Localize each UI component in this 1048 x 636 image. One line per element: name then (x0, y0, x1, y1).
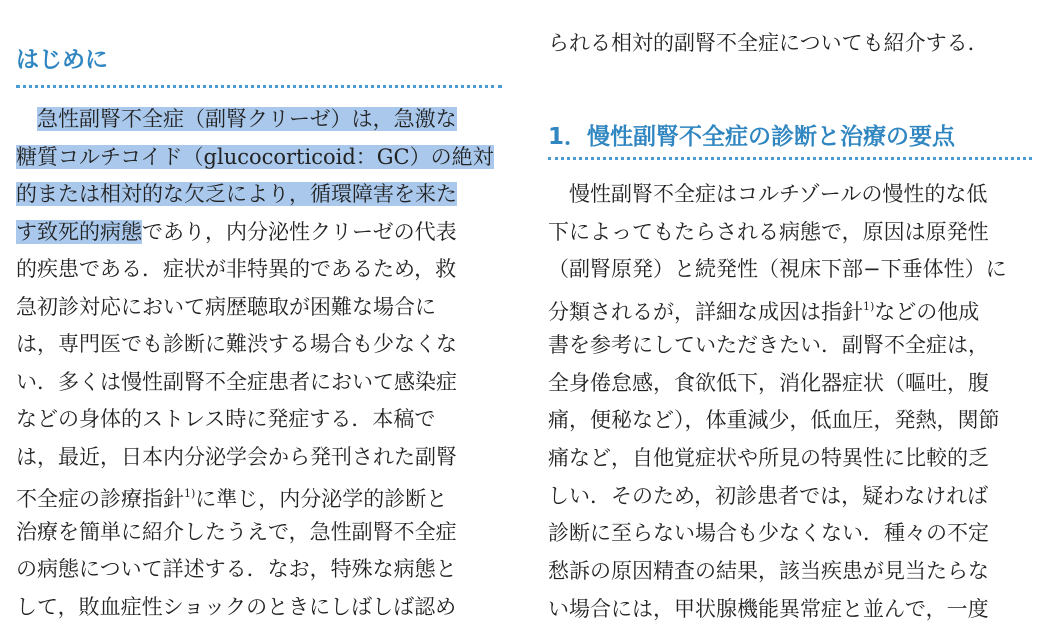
text-line[interactable] (16, 288, 436, 326)
text-run: などの身体的ストレス時に発症する．本稿で (16, 407, 436, 431)
heading-dotted-rule (16, 85, 502, 88)
text-run: 書を参考にしていただきたい．副腎不全症は， (548, 333, 989, 357)
text-line[interactable] (16, 100, 457, 138)
text-line[interactable] (548, 590, 989, 628)
text-run: 愁訴の原因精査の結果，該当疾患が見当たらな (548, 559, 989, 583)
citation-superscript: 1) (184, 487, 196, 500)
text-run: 不全症の診療指針 (16, 487, 184, 511)
text-run: 下によってもたらされる病態で，原因は原発性 (548, 220, 989, 244)
selected-text: 急性副腎不全症（副腎クリーゼ）は，急激な (37, 107, 457, 131)
text-run: に準じ，内分泌学的診断と (195, 487, 448, 511)
text-line[interactable] (548, 364, 989, 402)
text-line[interactable] (16, 175, 457, 213)
text-line[interactable] (16, 475, 447, 513)
text-line[interactable] (548, 250, 1007, 288)
text-line[interactable] (548, 175, 987, 213)
text-line[interactable] (16, 213, 457, 251)
heading-dotted-rule (548, 157, 1032, 160)
text-line[interactable] (16, 138, 494, 176)
text-line[interactable] (548, 439, 989, 477)
selected-text: 的または相対的な欠乏により，循環障害を来た (16, 182, 457, 206)
text-run: られる相対的副腎不全症についても紹介する． (548, 31, 989, 55)
text-run: 急初診対応において病歴聴取が困難な場合に (16, 295, 436, 319)
text-line[interactable] (16, 438, 457, 476)
section-heading-chronic-adrenal-insufficiency: 1．慢性副腎不全症の診断と治療の要点 (548, 124, 956, 150)
citation-superscript: 1) (863, 300, 875, 313)
text-run: （副腎原発）と続発性（視床下部−下垂体性）に (548, 257, 1007, 281)
text-run: 痛，便秘など），体重減少，低血圧，発熱，関節 (548, 408, 1000, 432)
text-run: などの他成 (874, 300, 980, 324)
text-run: 分類されるが，詳細な成因は指針 (548, 300, 863, 324)
text-line[interactable] (548, 477, 988, 515)
text-run (16, 107, 37, 131)
text-line[interactable] (548, 401, 1000, 439)
selected-text: す致死的病態 (16, 220, 142, 244)
text-line[interactable] (548, 213, 989, 251)
text-run: い場合には，甲状腺機能異常症と並んで，一度 (548, 597, 989, 621)
text-run: であり，内分泌性クリーゼの代表 (142, 220, 457, 244)
text-line[interactable] (16, 550, 457, 588)
section-heading-introduction: はじめに (16, 47, 108, 73)
text-run: 慢性副腎不全症はコルチゾールの慢性的な低 (548, 182, 988, 206)
text-line[interactable] (16, 325, 457, 363)
text-line[interactable] (548, 24, 989, 62)
text-run: 治療を簡単に紹介したうえで，急性副腎不全症 (16, 520, 457, 544)
text-line[interactable] (16, 363, 457, 401)
text-line[interactable] (16, 400, 435, 438)
text-run: の病態について詳述する．なお，特殊な病態と (16, 557, 457, 581)
text-line[interactable] (548, 552, 989, 590)
text-line[interactable] (16, 513, 457, 551)
text-run: 診断に至らない場合も少なくない．種々の不定 (548, 521, 989, 545)
text-run: しい．そのため，初診患者では，疑わなければ (548, 484, 989, 508)
text-run: は，最近，日本内分泌学会から発刊された副腎 (16, 445, 457, 469)
selected-text: 糖質コルチコイド（glucocorticoid：GC）の絶対 (16, 145, 494, 169)
text-run: して，敗血症性ショックのときにしばしば認め (16, 595, 457, 619)
text-line[interactable] (548, 514, 989, 552)
text-run: い．多くは慢性副腎不全症患者において感染症 (16, 370, 457, 394)
text-run: 痛など，自他覚症状や所見の特異性に比較的乏 (548, 446, 989, 470)
text-run: 的疾患である．症状が非特異的であるため，救 (16, 257, 457, 281)
text-line[interactable] (548, 326, 989, 364)
text-run: 全身倦怠感，食欲低下，消化器症状（嘔吐，腹 (548, 371, 989, 395)
text-line[interactable] (548, 288, 979, 326)
text-run: は，専門医でも診断に難渋する場合も少なくな (16, 332, 457, 356)
text-line[interactable] (16, 250, 456, 288)
text-line[interactable] (16, 588, 456, 626)
